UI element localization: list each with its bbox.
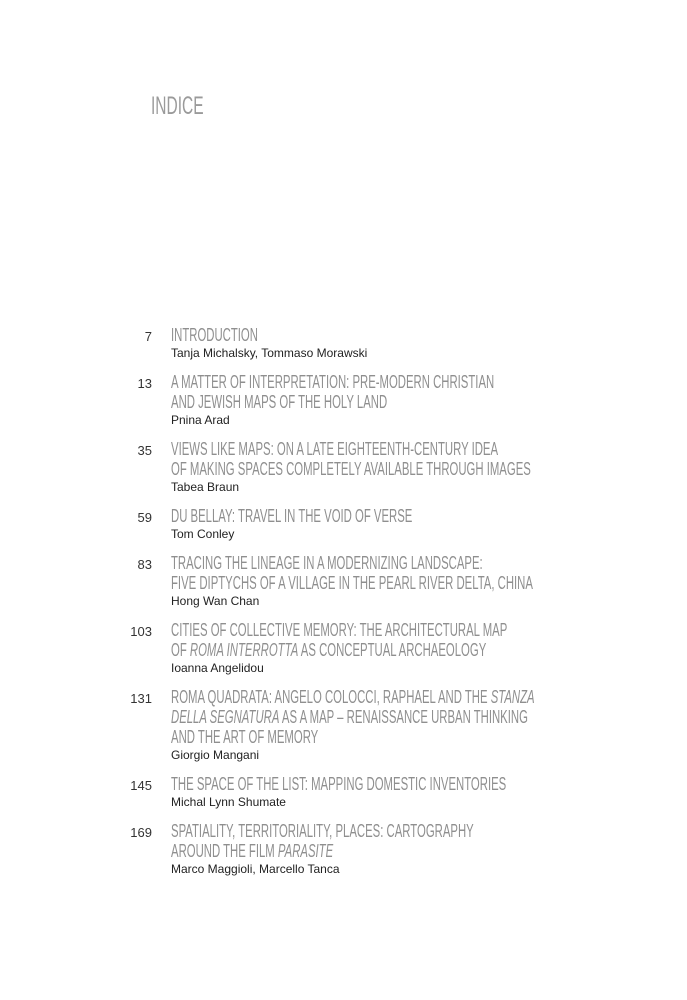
toc-title-text: FIVE DIPTYCHS OF A VILLAGE IN THE PEARL RIVER DELTA, CHINA [171, 573, 533, 593]
toc-title-line [171, 841, 496, 861]
toc-page-number: 35 [137, 443, 152, 458]
toc-title-text: AROUND THE FILM [171, 841, 278, 861]
toc-title-text: AS CONCEPTUAL ARCHAEOLOGY [298, 640, 487, 660]
toc-title-line [171, 573, 533, 593]
toc-entry-body [171, 372, 687, 428]
toc-entry-body [171, 687, 687, 763]
toc-title-line [171, 774, 507, 794]
toc-title-line [171, 821, 496, 841]
toc-entry-body [171, 774, 687, 810]
toc-title-line [171, 553, 496, 573]
toc-title-line [171, 372, 496, 392]
toc-page-number: 83 [137, 557, 152, 572]
toc-title-line [171, 640, 496, 660]
toc-entry-body [171, 439, 687, 495]
toc-entry-body [171, 620, 687, 676]
toc-entry [0, 325, 687, 361]
toc-title-text: AS A MAP – RENAISSANCE URBAN THINKING [279, 707, 528, 727]
toc-title-text: INTRODUCTION [171, 325, 258, 345]
toc-author: Ioanna Angelidou [171, 661, 264, 675]
page-title: INDICE [151, 92, 204, 120]
toc-entry [0, 506, 687, 542]
toc-page-number: 103 [130, 624, 152, 639]
toc-entry [0, 553, 687, 609]
toc-author: Tabea Braun [171, 480, 240, 494]
toc-title-line [171, 392, 496, 412]
toc-entry [0, 439, 687, 495]
toc-page-number: 145 [130, 778, 152, 793]
toc-page-number: 169 [130, 825, 152, 840]
toc-author: Marco Maggioli, Marcello Tanca [171, 862, 340, 876]
toc-title-text: THE SPACE OF THE LIST: MAPPING DOMESTIC INVENTORIES [171, 774, 507, 794]
toc-title-text: AND JEWISH MAPS OF THE HOLY LAND [171, 392, 388, 412]
toc-entry [0, 774, 687, 810]
toc-title-line [171, 687, 535, 707]
toc-entry-body [171, 553, 687, 609]
toc-title-text: ROMA QUADRATA: ANGELO COLOCCI, RAPHAEL AND THE [171, 687, 491, 707]
toc-page-number: 13 [137, 376, 152, 391]
toc-title-italic: STANZA [490, 687, 535, 707]
toc-title-line [171, 506, 496, 526]
toc-title-text: VIEWS LIKE MAPS: ON A LATE EIGHTEENTH-CENTURY IDEA [171, 439, 499, 459]
toc-author: Hong Wan Chan [171, 594, 260, 608]
toc-entry-body [171, 506, 687, 542]
toc-title-line [171, 325, 496, 345]
toc-title-line [171, 459, 531, 479]
table-of-contents [0, 325, 687, 888]
toc-title-text: DU BELLAY: TRAVEL IN THE VOID OF VERSE [171, 506, 413, 526]
toc-title-text: OF MAKING SPACES COMPLETELY AVAILABLE THROUGH IMAGES [171, 459, 531, 479]
toc-author: Tom Conley [171, 527, 235, 541]
toc-entry [0, 620, 687, 676]
toc-entry [0, 372, 687, 428]
toc-title-italic: PARASITE [277, 841, 334, 861]
toc-title-text: AND THE ART OF MEMORY [171, 727, 319, 747]
toc-title-line [171, 727, 496, 747]
toc-author: Pnina Arad [171, 413, 230, 427]
toc-title-line [171, 707, 528, 727]
toc-title-italic: DELLA SEGNATURA [171, 707, 280, 727]
toc-title-text: SPATIALITY, TERRITORIALITY, PLACES: CARTOGRAPHY [171, 821, 474, 841]
toc-title-text: TRACING THE LINEAGE IN A MODERNIZING LANDSCAPE: [171, 553, 483, 573]
toc-entry [0, 687, 687, 763]
toc-page-number: 7 [144, 329, 152, 344]
toc-page-number: 59 [137, 510, 152, 525]
toc-title-text: A MATTER OF INTERPRETATION: PRE-MODERN CHRISTIAN [171, 372, 495, 392]
toc-page-number: 131 [130, 691, 152, 706]
toc-author: Tanja Michalsky, Tommaso Morawski [171, 346, 368, 360]
toc-entry [0, 821, 687, 877]
toc-author: Michal Lynn Shumate [171, 795, 286, 809]
toc-title-text: CITIES OF COLLECTIVE MEMORY: THE ARCHITECTURAL MAP [171, 620, 508, 640]
toc-title-line [171, 620, 508, 640]
toc-entry-body [171, 325, 687, 361]
toc-title-line [171, 439, 499, 459]
toc-entry-body [171, 821, 687, 877]
toc-title-text: OF [171, 640, 190, 660]
toc-title-italic: ROMA INTERROTTA [189, 640, 299, 660]
toc-author: Giorgio Mangani [171, 748, 260, 762]
